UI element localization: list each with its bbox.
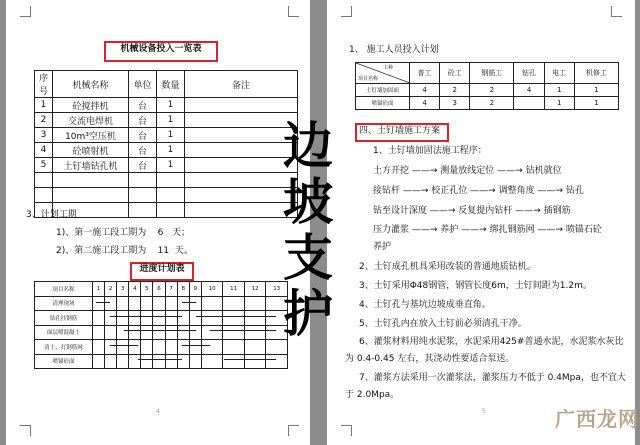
crop-mark <box>20 6 31 17</box>
table-cell: 土钉墙钻孔机 <box>53 158 129 173</box>
column-header: 12 <box>244 282 266 297</box>
table-row <box>35 188 298 203</box>
column-header: 机械名称 <box>53 71 129 98</box>
column-header: 5 <box>141 282 153 297</box>
table-cell: 5 <box>35 158 53 173</box>
table-cell: 2 <box>35 113 53 128</box>
column-header: 普工 <box>410 63 440 84</box>
gantt-bar <box>224 359 276 360</box>
procedure-item-3: 3、土钉采用Φ48钢管，钢管长度6m，土钉间距为1.2m。 <box>359 281 592 291</box>
row-label: 喷锚砼面 <box>356 97 410 110</box>
table-cell: 3 <box>440 97 470 110</box>
brand-logo: 广西龙网 <box>555 407 639 431</box>
table-cell: 2 <box>470 97 514 110</box>
column-header: 项目名称 <box>35 282 93 297</box>
table-row <box>35 113 298 128</box>
gantt-bar <box>196 316 276 317</box>
table-cell: 台 <box>129 128 157 143</box>
table-cell: 交流电焊机 <box>53 113 129 128</box>
table-cell: 1 <box>157 143 185 158</box>
crop-mark <box>288 425 299 436</box>
row-label: 钻孔挂钢筋 <box>35 311 93 326</box>
equip-title: 机械设备投入一览表 <box>120 44 202 54</box>
labor-heading: 1、 施工人员投入计划 <box>349 45 439 55</box>
crop-mark <box>611 6 622 17</box>
flow-line-2: 接钻杆 ——→ 校正孔位 ——→ 调整角度 ——→ 钻孔 <box>373 186 584 196</box>
flow-line-1: 土方开挖 ——→ 测量放线定位 ——→ 钻机就位 <box>373 166 562 176</box>
section4-title: 四、土钉墙施工方案 <box>359 126 441 136</box>
crop-mark <box>341 425 352 436</box>
flow-line-3: 钻至设计深度 ——→ 反复提内钻杆 ——→ 插钢筋 <box>373 206 571 216</box>
table-cell: 2 <box>470 84 514 97</box>
table-row <box>35 340 288 355</box>
page-number: 4 <box>156 408 160 415</box>
phase1-duration: 1)、第一施工段工期为 6 天； <box>56 228 190 238</box>
table-cell: 台 <box>129 143 157 158</box>
table-cell: 1 <box>574 84 618 97</box>
table-row <box>35 311 288 326</box>
column-header: 8 <box>177 282 189 297</box>
procedure-item-7: 7、灌浆方法采用一次灌浆法，灌浆压力不低于 0.4Mpa，也不宜大 <box>359 373 626 383</box>
procedure-item-5: 5、土钉孔内在放入土钉前必须清孔干净。 <box>359 319 527 329</box>
table-row <box>35 98 298 113</box>
row-label: 清理现场 <box>35 296 93 311</box>
column-header: 9 <box>189 282 201 297</box>
table-cell: 1 <box>157 128 185 143</box>
row-label: 清土、打钢筋网 <box>35 340 93 355</box>
procedure-item-6: 6、灌浆材料用纯水泥浆，水泥采用425#普通水泥，水泥浆水灰比 <box>359 337 624 347</box>
table-cell: 1 <box>544 97 574 110</box>
table-cell: 1 <box>35 98 53 113</box>
column-header: 11 <box>223 282 245 297</box>
table-row <box>356 97 619 110</box>
crop-mark <box>20 425 31 436</box>
column-header: 序号 <box>35 71 53 98</box>
column-header: 6 <box>153 282 165 297</box>
column-header: 4 <box>129 282 141 297</box>
corner-header: 工种 项目名称 <box>356 63 410 84</box>
table-cell: 1 <box>157 158 185 173</box>
column-header: 钢筋工 <box>470 63 514 84</box>
column-header: 备注 <box>185 71 298 98</box>
procedure-item-4: 4、土钉孔与基坑边坡成垂直角。 <box>359 300 491 310</box>
table-row <box>35 354 288 369</box>
column-header: 砼工 <box>440 63 470 84</box>
progress-title: 进度计划表 <box>139 264 185 274</box>
row-label: 面层喷混凝土 <box>35 325 93 340</box>
table-cell: 2 <box>440 84 470 97</box>
gantt-bar <box>96 302 110 303</box>
table-row <box>35 128 298 143</box>
schedule-heading: 3、计划工期 <box>26 210 77 220</box>
crop-mark <box>341 6 352 17</box>
gantt-bar <box>110 345 138 346</box>
table-cell: 4 <box>35 143 53 158</box>
column-header: 钻孔 <box>514 63 544 84</box>
column-header: 电工 <box>544 63 574 84</box>
table-cell <box>514 97 544 110</box>
table-cell: 1 <box>157 113 185 128</box>
table-row <box>35 158 298 173</box>
table-cell: 台 <box>129 98 157 113</box>
table-cell: 砼搅拌机 <box>53 98 129 113</box>
table-cell: 1 <box>544 84 574 97</box>
watermark-title: 边 坡 支 护 <box>283 116 333 343</box>
column-header: 10 <box>201 282 223 297</box>
procedure-item-2: 2、土钉成孔机具采用改装的普通地质钻机。 <box>359 262 536 272</box>
table-header-row <box>35 282 288 297</box>
flow-line-5: 养护 <box>373 242 392 252</box>
schedule-table <box>34 281 288 369</box>
table-cell: 4 <box>410 84 440 97</box>
equipment-table <box>34 70 298 218</box>
crop-mark <box>288 6 299 17</box>
table-header-row <box>356 63 619 84</box>
column-header: 2 <box>105 282 117 297</box>
table-row <box>35 325 288 340</box>
table-header-row <box>35 71 298 98</box>
procedure-item-7-cont: 于 2.0Mpa。 <box>345 390 400 400</box>
phase2-duration: 2)、第二施工段工期为 11 天。 <box>56 246 193 256</box>
procedure-item-6-cont: 为 0.4-0.45 左右，其浇动性要适合泵送。 <box>345 354 515 364</box>
gantt-bar <box>210 330 276 331</box>
column-header: 3 <box>117 282 129 297</box>
page-number: 5 <box>482 408 486 415</box>
row-label: 土钉墙加固面 <box>356 84 410 97</box>
gantt-bar <box>124 330 196 331</box>
table-cell: 台 <box>129 113 157 128</box>
table-cell: 砼喷射机 <box>53 143 129 158</box>
column-header: 机修工 <box>574 63 618 84</box>
right-document-page <box>327 0 635 445</box>
gantt-bar <box>182 302 196 303</box>
column-header: 数量 <box>157 71 185 98</box>
table-cell: 1 <box>157 98 185 113</box>
gantt-bar <box>110 316 182 317</box>
table-cell: 1 <box>574 97 618 110</box>
table-row <box>35 173 298 188</box>
labor-table <box>355 62 619 110</box>
column-header: 13 <box>266 282 288 297</box>
table-row <box>356 84 619 97</box>
gantt-bar <box>138 359 182 360</box>
procedure-item-1: 1、土钉墙加固法施工程序： <box>373 146 487 156</box>
row-label: 喷锚砼面 <box>35 354 93 369</box>
column-header: 1 <box>93 282 105 297</box>
table-cell <box>185 98 298 113</box>
table-cell: 4 <box>514 84 544 97</box>
flow-line-4: 压力灌浆 ——→ 养护 ——→ 绑扎钢筋网 ——→ 喷锚石砼 <box>373 225 602 235</box>
table-cell: 台 <box>129 158 157 173</box>
column-header: 单位 <box>129 71 157 98</box>
left-document-page <box>6 0 310 445</box>
table-row <box>35 296 288 311</box>
column-header: 7 <box>165 282 177 297</box>
gantt-bar <box>182 345 210 346</box>
table-cell: 10m³空压机 <box>53 128 129 143</box>
table-cell: 4 <box>410 97 440 110</box>
table-row <box>35 143 298 158</box>
table-cell: 3 <box>35 128 53 143</box>
